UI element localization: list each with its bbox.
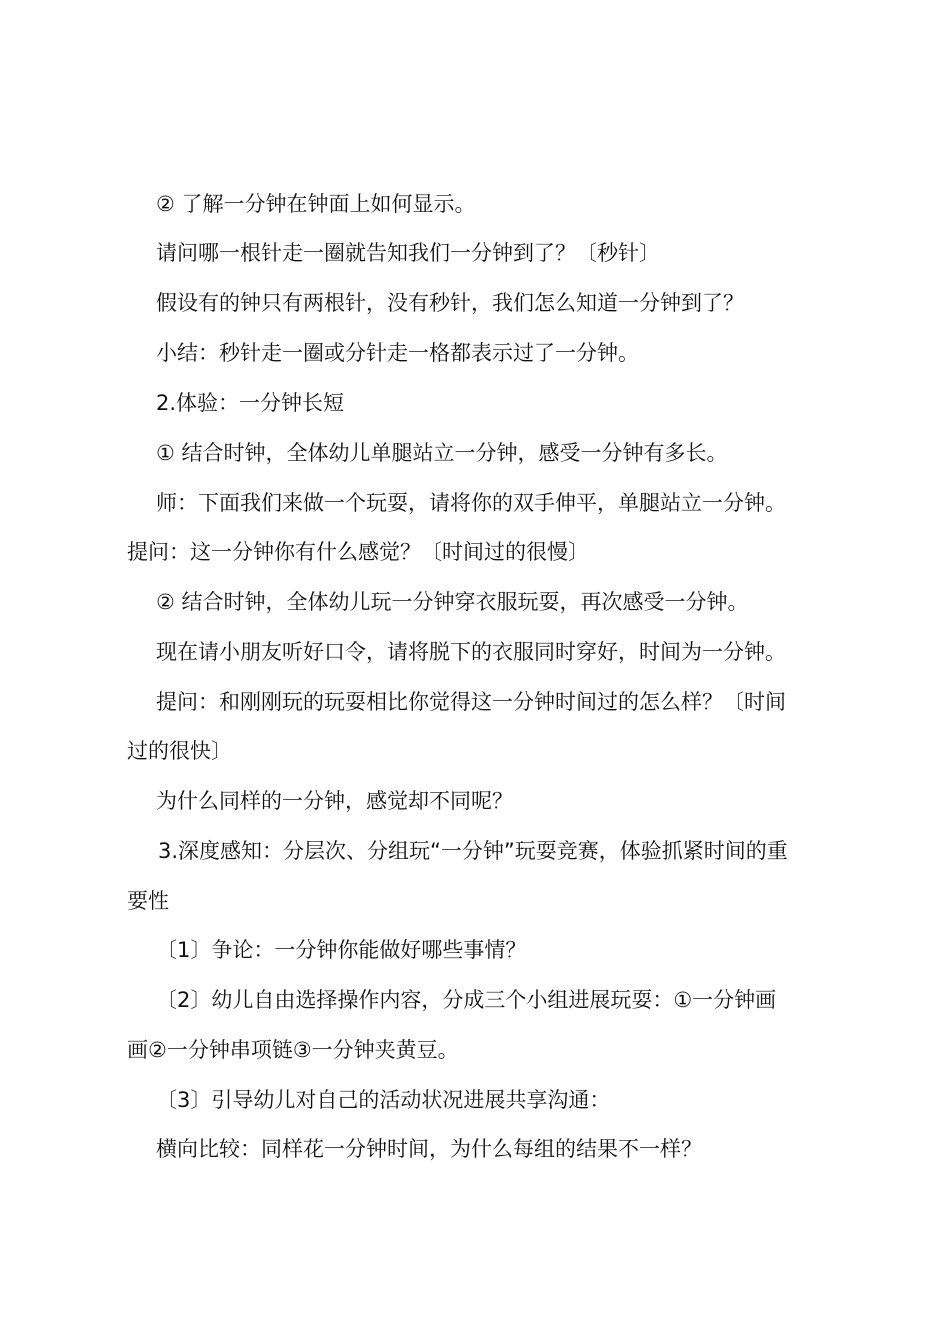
text-line: 横向比较：同样花一分钟时间，为什么每组的结果不一样？ [156, 1137, 702, 1161]
text-line: 〔1〕争论：一分钟你能做好哪些事情？ [156, 938, 527, 962]
text-line: ① 结合时钟，全体幼儿单腿站立一分钟，感受一分钟有多长。 [156, 441, 728, 465]
text-line: 假设有的钟只有两根针，没有秒针，我们怎么知道一分钟到了？ [156, 291, 744, 315]
text-line: ② 结合时钟，全体幼儿玩一分钟穿衣服玩耍，再次感受一分钟。 [156, 590, 749, 614]
section-heading: 2.体验：一分钟长短 [156, 391, 345, 415]
text-line: 为什么同样的一分钟，感觉却不同呢？ [156, 789, 513, 813]
text-line: 小结：秒针走一圈或分针走一格都表示过了一分钟。 [156, 341, 639, 365]
text-line: 过的很快〕 [127, 739, 232, 763]
text-line: 〔2〕幼儿自由选择操作内容，分成三个小组进展玩耍：①一分钟画 [156, 988, 777, 1012]
text-line: ② 了解一分钟在钟面上如何显示。 [156, 192, 476, 216]
text-line: 要性 [127, 889, 169, 913]
text-line: 请问哪一根针走一圈就告知我们一分钟到了？〔秒针〕 [156, 241, 660, 265]
text-line: 提问：这一分钟你有什么感觉？〔时间过的很慢〕 [127, 540, 589, 564]
text-line: 画②一分钟串项链③一分钟夹黄豆。 [127, 1038, 459, 1062]
text-line: 〔3〕引导幼儿对自己的活动状况进展共享沟通： [156, 1088, 611, 1112]
text-line: 现在请小朋友听好口令，请将脱下的衣服同时穿好，时间为一分钟。 [156, 640, 786, 664]
text-line: 师：下面我们来做一个玩耍，请将你的双手伸平，单腿站立一分钟。 [156, 491, 786, 515]
section-heading: 3.深度感知：分层次、分组玩“一分钟”玩耍竞赛，体验抓紧时间的重 [158, 839, 788, 863]
text-line: 提问：和刚刚玩的玩耍相比你觉得这一分钟时间过的怎么样？〔时间 [156, 690, 786, 714]
